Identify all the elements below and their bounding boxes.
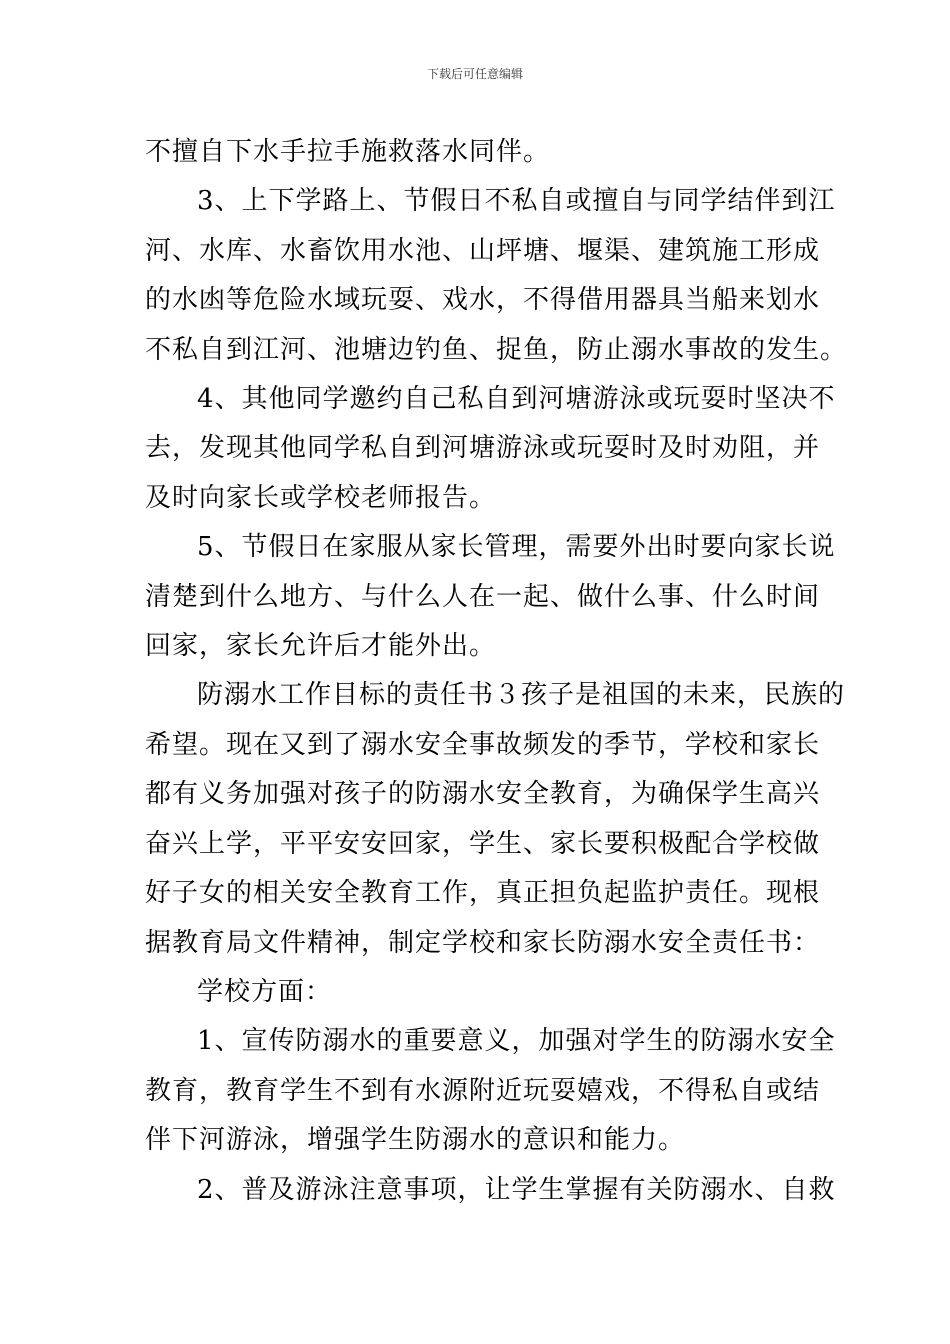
text-line: 不擅自下水手拉手施救落水同伴。: [145, 137, 551, 167]
text-line: 希望。现在又到了溺水安全事故频发的季节，学校和家长: [145, 729, 821, 760]
text-line: 学校方面：: [197, 976, 333, 1007]
text-line: 去，发现其他同学私自到河塘游泳或玩耍时及时劝阻，并: [145, 433, 821, 464]
text-line: 及时向家长或学校老师报告。: [145, 482, 497, 513]
text-line: 河、水库、水畜饮用水池、山坪塘、堰渠、建筑施工形成: [145, 235, 821, 266]
page-header: 下载后可任意编辑: [426, 67, 523, 81]
text-line: 1、宣传防溺水的重要意义，加强对学生的防溺水安全: [197, 1026, 836, 1057]
paragraph-item-3: [145, 177, 848, 375]
text-line: 奋兴上学，平平安安回家，学生、家长要积极配合学校做: [145, 828, 821, 859]
paragraph-school-item-2: [145, 1166, 836, 1215]
text-line: 伴下河游泳，增强学生防溺水的意识和能力。: [145, 1125, 686, 1156]
text-line: 2、普及游泳注意事项，让学生掌握有关防溺水、自救: [197, 1174, 836, 1205]
text-line: 3、上下学路上、节假日不私自或擅自与同学结伴到江: [197, 186, 836, 217]
text-line: 据教育局文件精神，制定学校和家长防溺水安全责任书：: [145, 927, 821, 958]
text-line: 不私自到江河、池塘边钓鱼、捉鱼，防止溺水事故的发生。: [145, 334, 848, 365]
text-line: 清楚到什么地方、与什么人在一起、做什么事、什么时间: [145, 581, 821, 612]
paragraph-item-4: [145, 375, 836, 523]
text-line: 都有义务加强对孩子的防溺水安全教育，为确保学生高兴: [145, 779, 821, 810]
paragraph-responsibility-intro: [145, 671, 846, 967]
text-line: 好子女的相关安全教育工作，真正担负起监护责任。现根: [145, 878, 821, 909]
section-heading-school: [145, 968, 810, 1017]
paragraph-school-item-1: [145, 1017, 836, 1165]
text-line: 教育，教育学生不到有水源附近玩耍嬉戏，不得私自或结: [145, 1075, 821, 1106]
document-body: [145, 128, 848, 1215]
text-line: 5、节假日在家服从家长管理，需要外出时要向家长说: [197, 532, 836, 563]
text-line: 的水凼等危险水域玩耍、戏水，不得借用器具当船来划水: [145, 285, 821, 316]
paragraph-continuation: [145, 128, 810, 177]
text-line: 4、其他同学邀约自己私自到河塘游泳或玩耍时坚决不: [197, 384, 836, 415]
text-line: 回家，家长允许后才能外出。: [145, 631, 497, 662]
paragraph-item-5: [145, 523, 836, 671]
text-line: 防溺水工作目标的责任书３孩子是祖国的未来，民族的: [197, 680, 846, 711]
